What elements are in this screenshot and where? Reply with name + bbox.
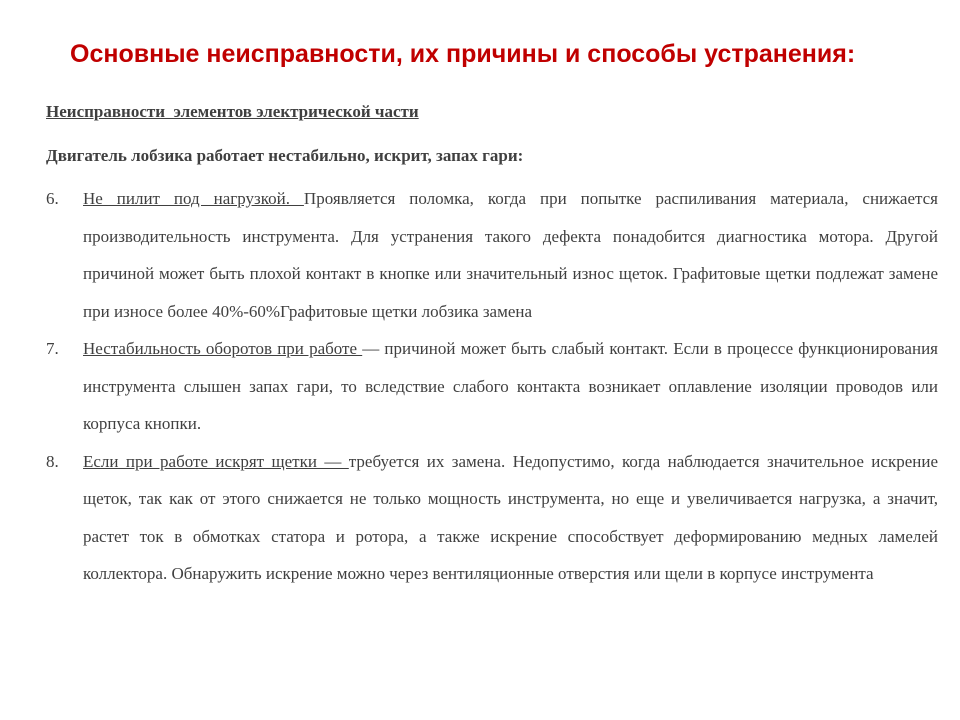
section-heading: Неисправности элементов электрической части: [46, 102, 419, 121]
subheading: Двигатель лобзика работает нестабильно, искрит, запах гари:: [46, 146, 524, 165]
list-item-number: 7.: [46, 339, 59, 358]
list-item-lead: Нестабильность оборотов при работе: [83, 339, 363, 358]
list-item-text: требуется их замена. Недопустимо, когда наблюдается значительное искрение щеток, так как от этого снижается не только мощность инструмента, но еще и увеличивается нагрузка, а значит, растет ток в обмотках статора и ротора, а также искрение способствует деформированию медных ламелей коллектора. Обнаружить искрение можно через вентиляционные отверстия или щели в корпусе инструмента: [83, 451, 938, 583]
list-item-lead: Не пилит под нагрузкой.: [83, 189, 304, 208]
numbered-list: [46, 180, 938, 593]
list-item-text: — причиной может быть слабый контакт. Если в процессе функционирования инструмента слышен запах гари, то вследствие слабого контакта возникает оплавление изоляции проводов или корпуса кнопки.: [83, 339, 938, 433]
list-item: [46, 443, 938, 593]
slide-title: Основные неисправности, их причины и способы устранения:: [70, 40, 856, 68]
list-item: [46, 330, 938, 443]
list-item-number: 6.: [46, 189, 59, 208]
list-item-number: 8.: [46, 451, 59, 471]
list-item: [46, 180, 938, 330]
list-item-text: Проявляется поломка, когда при попытке распиливания материала, снижается производительность инструмента. Для устранения такого дефекта понадобится диагностика мотора. Другой причиной может быть плохой контакт в кнопке или значительный износ щеток. Графитовые щетки подлежат замене при износе более 40%-60%Графитовые щетки лобзика замена: [83, 189, 938, 321]
list-item-lead: Если при работе искрят щетки —: [83, 451, 349, 471]
